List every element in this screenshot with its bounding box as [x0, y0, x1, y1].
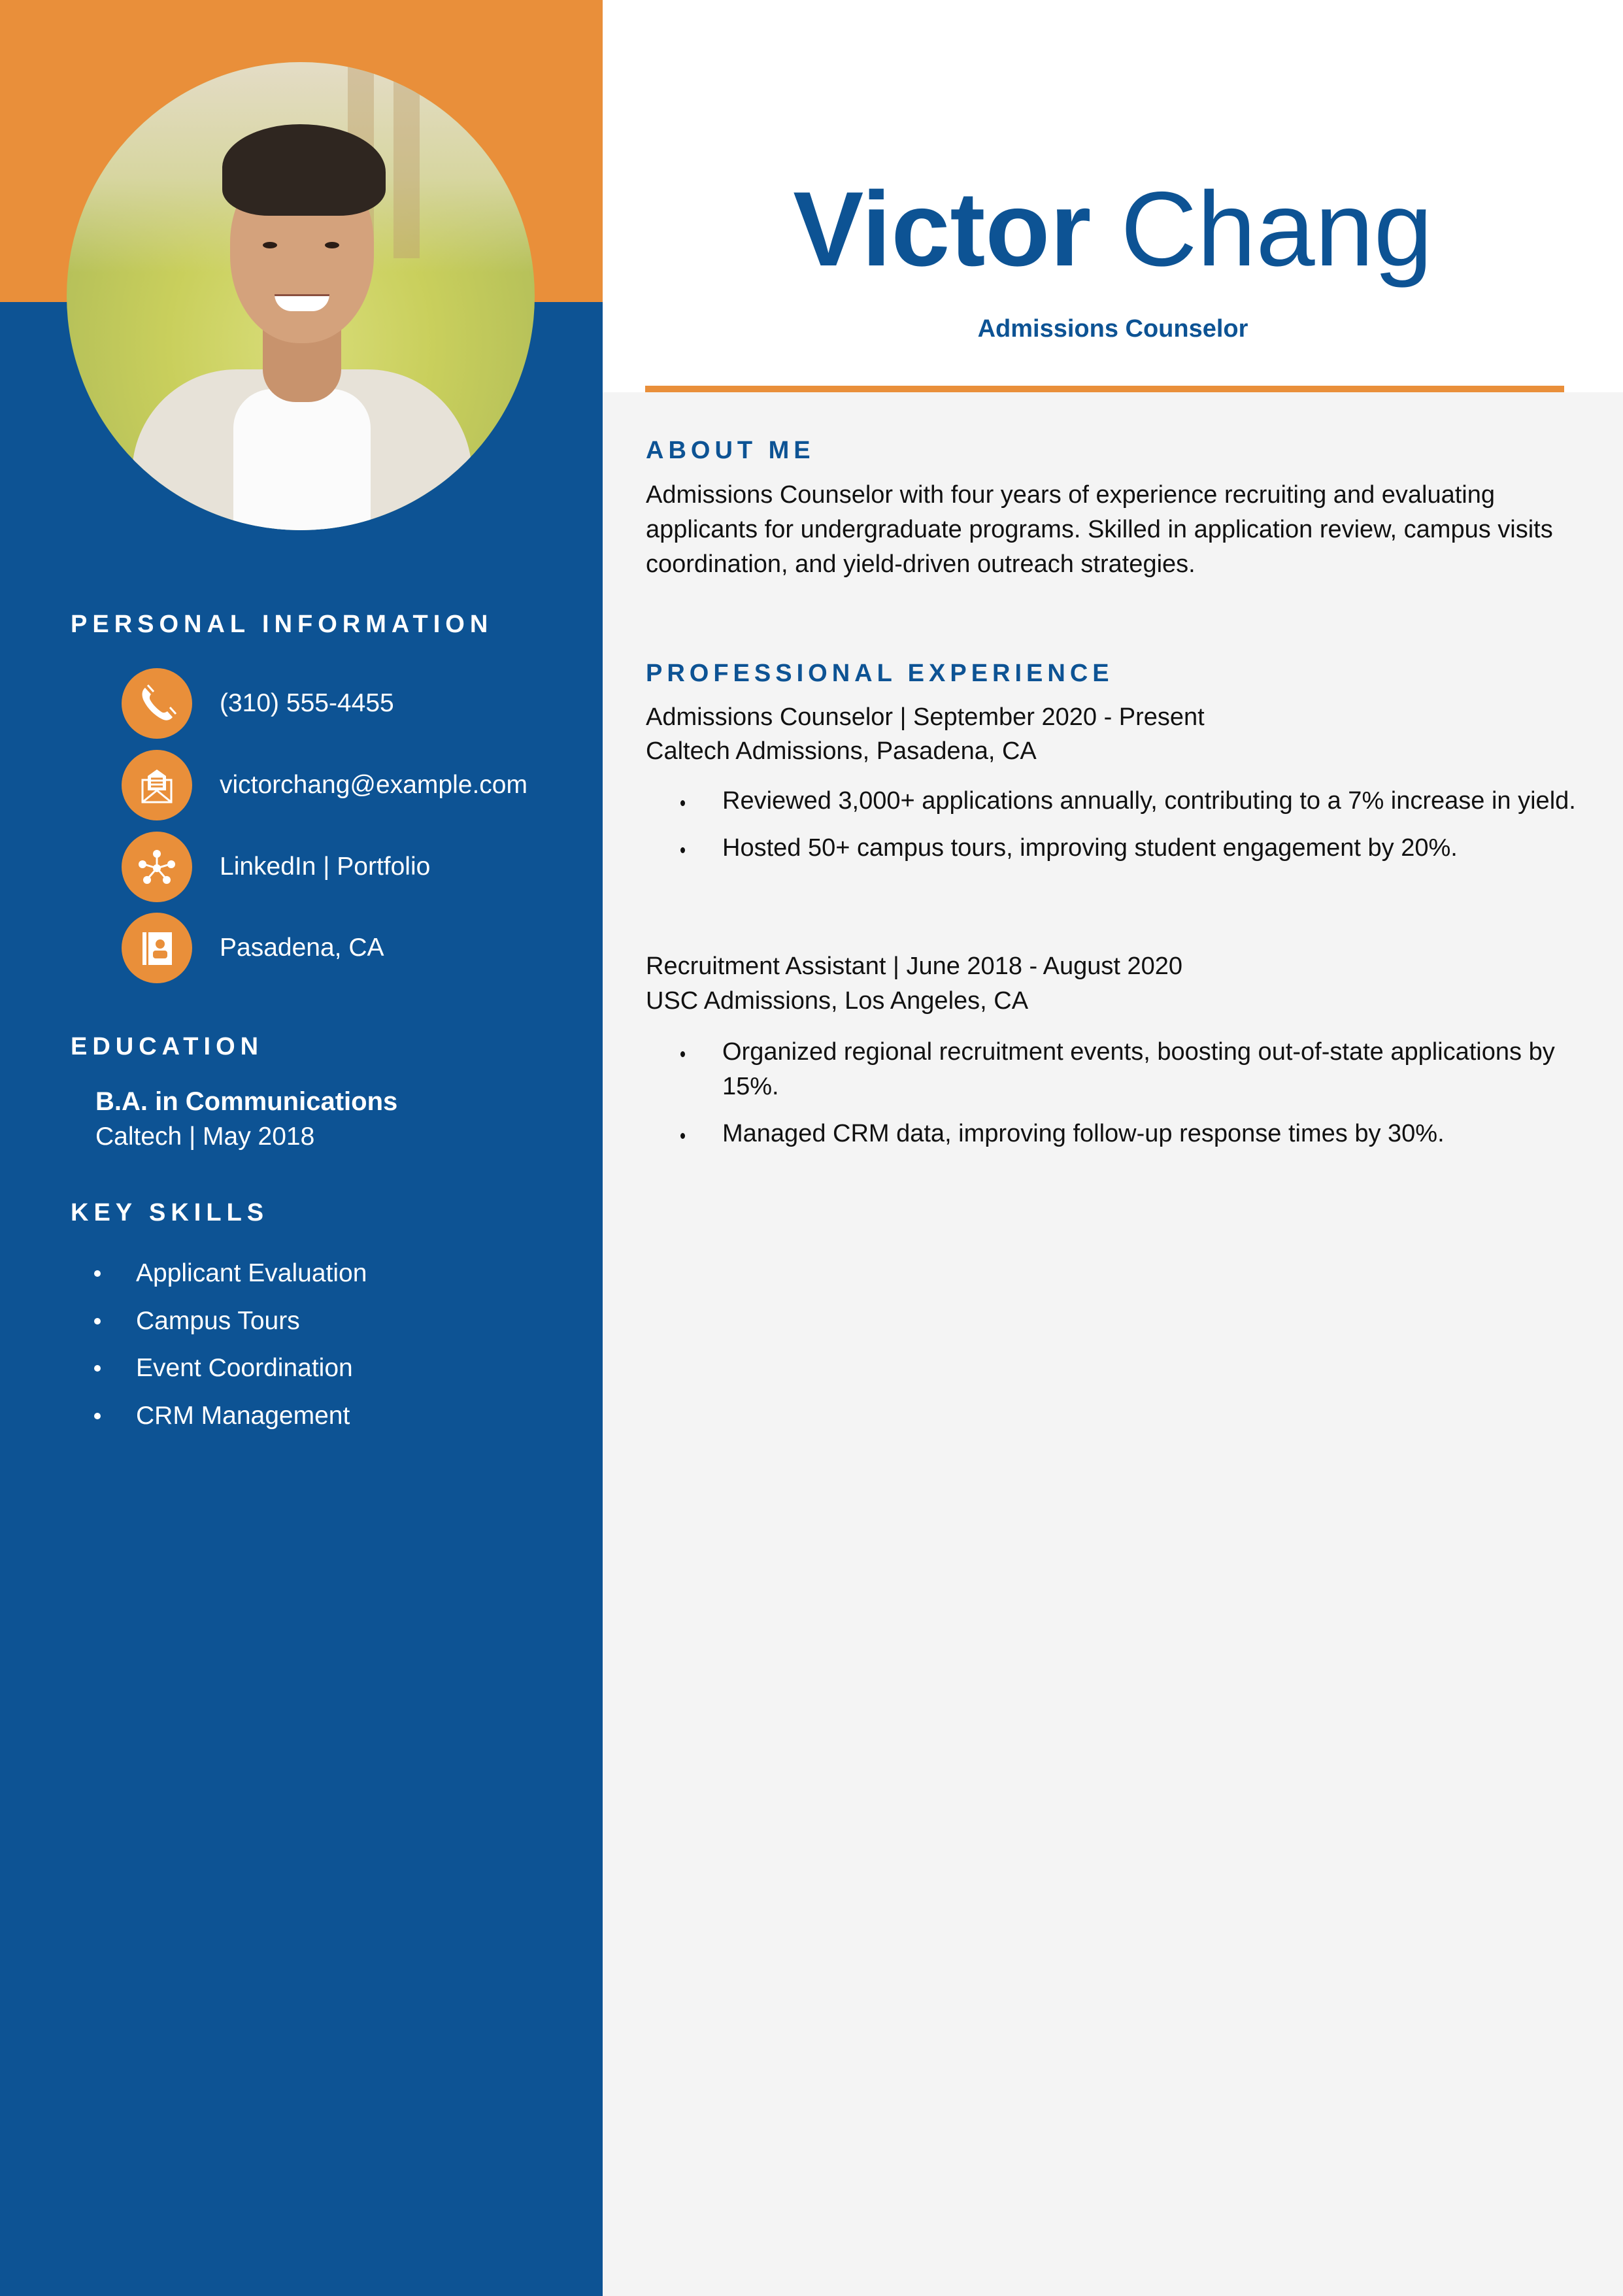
contact-email[interactable] — [122, 750, 527, 820]
job-1-org: Caltech Admissions, Pasadena, CA — [646, 737, 1037, 765]
contact-location — [122, 913, 384, 983]
job-title: Admissions Counselor — [977, 315, 1248, 343]
bullet-item: Managed CRM data, improving follow-up response times by 30%. — [673, 1117, 1601, 1151]
contact-links[interactable] — [122, 832, 430, 902]
candidate-name — [603, 170, 1623, 288]
last-name: Chang — [1120, 170, 1433, 288]
contact-book-icon — [122, 913, 192, 983]
phone-icon — [122, 668, 192, 739]
skill-item: Campus Tours — [92, 1298, 367, 1345]
experience-heading: PROFESSIONAL EXPERIENCE — [646, 660, 1114, 687]
job-2-title-dates: Recruitment Assistant | June 2018 - August 2020 — [646, 953, 1183, 980]
job-2-org: USC Admissions, Los Angeles, CA — [646, 987, 1029, 1015]
job-2-bullets — [673, 1035, 1601, 1164]
education-school-date: Caltech | May 2018 — [95, 1123, 315, 1151]
personal-info-heading: PERSONAL INFORMATION — [71, 611, 494, 638]
bullet-icon — [680, 1133, 685, 1139]
first-name: Victor — [793, 170, 1092, 288]
skill-item: Applicant Evaluation — [92, 1250, 367, 1298]
bullet-item: Hosted 50+ campus tours, improving student engagement by 20%. — [673, 831, 1601, 866]
skills-list — [92, 1250, 367, 1440]
profile-links: LinkedIn | Portfolio — [220, 853, 431, 881]
bullet-item: Organized regional recruitment events, boosting out-of-state applications by 15%. — [673, 1035, 1601, 1104]
job-1-title-dates: Admissions Counselor | September 2020 - Present — [646, 703, 1205, 731]
about-text: Admissions Counselor with four years of experience recruiting and evaluating applicants for undergraduate programs. Skilled in application review, campus visits coordination, and yield-driven outreach strategies. — [646, 481, 1553, 578]
email-link: victorchang@example.com — [220, 771, 527, 799]
bullet-item: Reviewed 3,000+ applications annually, contributing to a 7% increase in yield. — [673, 784, 1601, 819]
about-heading: ABOUT ME — [646, 437, 815, 464]
skill-item: CRM Management — [92, 1393, 367, 1440]
skill-item: Event Coordination — [92, 1345, 367, 1393]
bullet-icon — [680, 800, 685, 806]
network-icon — [122, 832, 192, 902]
education-heading: EDUCATION — [71, 1033, 264, 1060]
skills-heading: KEY SKILLS — [71, 1199, 269, 1226]
bullet-icon — [94, 1270, 101, 1277]
bullet-icon — [94, 1365, 101, 1372]
contact-phone[interactable] — [122, 668, 394, 739]
bullet-icon — [94, 1318, 101, 1325]
profile-photo — [67, 62, 535, 530]
job-1-bullets — [673, 784, 1601, 878]
location-value: Pasadena, CA — [220, 934, 384, 962]
education-degree: B.A. in Communications — [95, 1087, 398, 1116]
header-divider — [645, 386, 1564, 392]
phone-value: (310) 555-4455 — [220, 689, 394, 717]
envelope-icon — [122, 750, 192, 820]
bullet-icon — [680, 1051, 685, 1057]
bullet-icon — [680, 847, 685, 853]
bullet-icon — [94, 1413, 101, 1419]
